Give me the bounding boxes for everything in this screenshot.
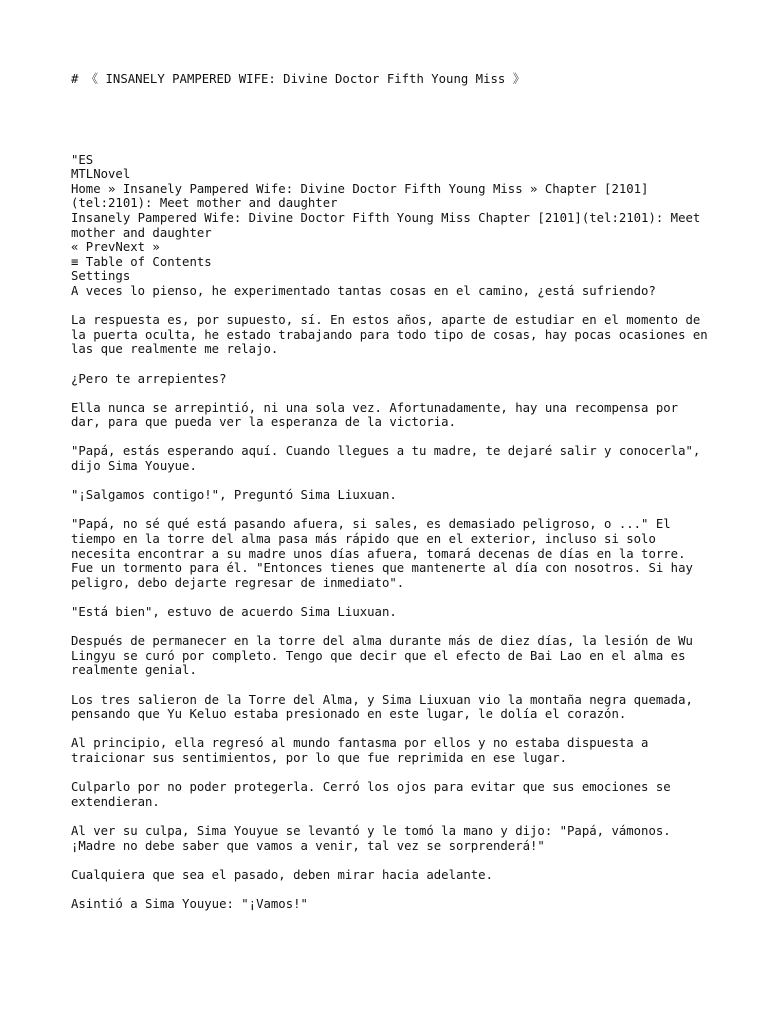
paragraph: "Papá, no sé qué está pasando afuera, si sales, es demasiado peligroso, o ..." El tiempo en la torre del alma pasa más rápido que en el exterior, incluso si solo necesita encontrar a su madre unos días afuera, tomará decenas de días en la torre. Fue un tormento para él. "Entonces tienes que mantenerte al día con nosotros. Si hay peligro, debo dejarte regresar de inmediato". bbox=[71, 517, 701, 590]
paragraph: Después de permanecer en la torre del alma durante más de diez días, la lesión de Wu Lingyu se curó por completo. Tengo que decir que el efecto de Bai Lao en el alma es realmente genial. bbox=[71, 634, 701, 678]
paragraph: A veces lo pienso, he experimentado tantas cosas en el camino, ¿está sufriendo? bbox=[71, 283, 656, 298]
chapter-body bbox=[71, 283, 716, 912]
table-of-contents-link[interactable]: ≡ Table of Contents bbox=[71, 254, 212, 269]
prev-next-nav[interactable]: « PrevNext » bbox=[71, 240, 160, 255]
paragraph: Al ver su culpa, Sima Youyue se levantó y le tomó la mano y dijo: "Papá, vámonos. ¡Madre no debe saber que vamos a venir, tal vez se sorprenderá!" bbox=[71, 823, 679, 853]
settings-link[interactable]: Settings bbox=[71, 269, 131, 284]
paragraph: Los tres salieron de la Torre del Alma, y Sima Liuxuan vio la montaña negra quemada, pensando que Yu Keluo estaba presionado en este lugar, le dolía el corazón. bbox=[71, 692, 701, 722]
paragraph: "¡Salgamos contigo!", Preguntó Sima Liuxuan. bbox=[71, 488, 397, 503]
paragraph: Al principio, ella regresó al mundo fantasma por ellos y no estaba dispuesta a traicionar sus sentimientos, por lo que fue reprimida en ese lugar. bbox=[71, 736, 656, 765]
site-name: MTLNovel bbox=[71, 167, 131, 182]
document-title: # 《 INSANELY PAMPERED WIFE: Divine Doctor Fifth Young Miss 》 bbox=[71, 72, 525, 86]
paragraph: La respuesta es, por supuesto, sí. En estos años, aparte de estudiar en el momento de la puerta oculta, he estado trabajando para todo tipo de cosas, hay pocas ocasiones en las que realmente me relajo. bbox=[71, 313, 716, 357]
chapter-title: Insanely Pampered Wife: Divine Doctor Fifth Young Miss Chapter [2101](tel:2101): Meet mother and daughter bbox=[71, 210, 708, 240]
paragraph: Culparlo por no poder protegerla. Cerró los ojos para evitar que sus emociones se extendieran. bbox=[71, 780, 679, 809]
paragraph: Cualquiera que sea el pasado, deben mirar hacia adelante. bbox=[71, 867, 493, 882]
chapter-header bbox=[71, 153, 711, 284]
breadcrumb[interactable]: Home » Insanely Pampered Wife: Divine Doctor Fifth Young Miss » Chapter [2101](tel:2101): Meet mother and daughter bbox=[71, 181, 649, 211]
header-quote-es: "ES bbox=[71, 152, 94, 167]
document-page bbox=[71, 72, 716, 926]
paragraph: Asintió a Sima Youyue: "¡Vamos!" bbox=[71, 896, 308, 911]
paragraph: "Papá, estás esperando aquí. Cuando llegues a tu madre, te dejaré salir y conocerla", dijo Sima Youyue. bbox=[71, 444, 708, 474]
paragraph: "Está bien", estuvo de acuerdo Sima Liuxuan. bbox=[71, 605, 397, 619]
paragraph: Ella nunca se arrepintió, ni una sola vez. Afortunadamente, hay una recompensa por dar, para que pueda ver la esperanza de la victoria. bbox=[71, 400, 686, 430]
paragraph: ¿Pero te arrepientes? bbox=[71, 371, 227, 386]
